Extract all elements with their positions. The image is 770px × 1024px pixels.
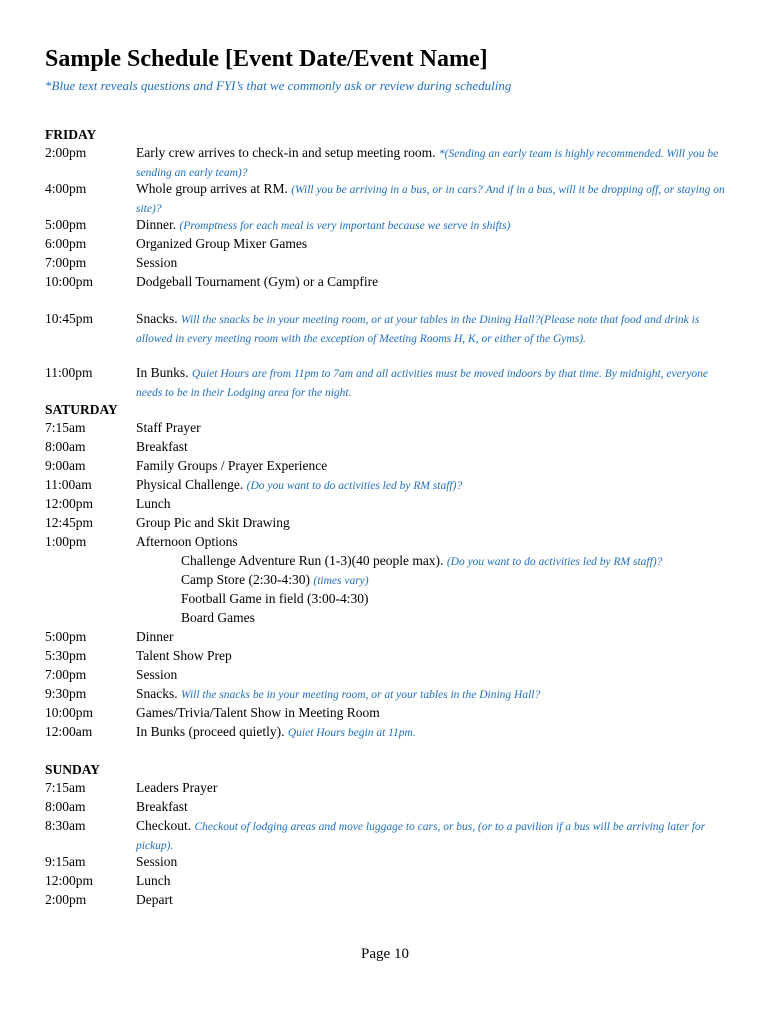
schedule-row	[45, 180, 735, 216]
row-text: Group Pic and Skit Drawing	[136, 515, 290, 530]
schedule-row	[45, 779, 735, 798]
row-description	[136, 180, 735, 216]
row-time: 10:00pm	[45, 705, 94, 720]
option-row	[45, 609, 735, 628]
schedule-row	[45, 514, 735, 533]
row-time: 12:00pm	[45, 873, 94, 888]
row-time: 7:00pm	[45, 667, 87, 682]
row-text: Whole group arrives at RM.	[136, 181, 288, 196]
row-text: Session	[136, 667, 178, 682]
row-text: Breakfast	[136, 439, 188, 454]
row-time: 8:00am	[45, 439, 86, 454]
row-time: 12:45pm	[45, 515, 94, 530]
row-text: Games/Trivia/Talent Show in Meeting Room	[136, 705, 380, 720]
option-row	[45, 590, 735, 609]
schedule-row	[45, 853, 735, 872]
option-text: Board Games	[181, 610, 255, 625]
schedule-row	[45, 891, 735, 910]
row-description	[136, 364, 735, 400]
schedule-row	[45, 704, 735, 723]
schedule-row	[45, 723, 735, 742]
row-text: Talent Show Prep	[136, 648, 232, 663]
schedule-row	[45, 438, 735, 457]
day-heading-friday: FRIDAY	[45, 127, 97, 142]
row-text: Leaders Prayer	[136, 780, 218, 795]
row-description	[136, 685, 735, 704]
row-text: Session	[136, 255, 178, 270]
row-description	[136, 144, 735, 180]
row-text: Afternoon Options	[136, 534, 238, 549]
row-text: Dodgeball Tournament (Gym) or a Campfire	[136, 274, 379, 289]
option-row	[45, 552, 735, 571]
schedule-row	[45, 628, 735, 647]
row-text: Physical Challenge.	[136, 477, 244, 492]
schedule-row	[45, 419, 735, 438]
option-note: (Do you want to do activities led by RM staff)?	[446, 556, 663, 568]
option-description	[136, 571, 735, 590]
row-description	[136, 723, 735, 742]
option-text: Football Game in field (3:00-4:30)	[181, 591, 369, 606]
row-description	[136, 476, 735, 495]
row-text: Session	[136, 854, 178, 869]
row-time: 10:45pm	[45, 311, 94, 326]
schedule-row	[45, 364, 735, 400]
row-note: Quiet Hours begin at 11pm.	[287, 727, 416, 739]
schedule	[45, 125, 735, 910]
row-note: Checkout of lodging areas and move luggage to cars, or bus, (or to a pavilion if a bus will be arriving later for pickup).	[136, 821, 706, 852]
row-text: Breakfast	[136, 799, 188, 814]
row-time: 10:00pm	[45, 274, 94, 289]
row-time: 7:15am	[45, 420, 86, 435]
row-note: *(Sending an early team is highly recommended. Will you be sending an early team)?	[136, 148, 719, 179]
row-text: Organized Group Mixer Games	[136, 236, 308, 251]
row-description	[136, 817, 735, 853]
row-text: Checkout.	[136, 818, 192, 833]
option-text: Challenge Adventure Run (1-3)(40 people max).	[181, 553, 444, 568]
schedule-row	[45, 798, 735, 817]
row-note: (Will you be arriving in a bus, or in cars? And if in a bus, will it be dropping off, or staying on site)?	[136, 184, 725, 215]
row-time: 9:15am	[45, 854, 86, 869]
row-note: Will the snacks be in your meeting room, or at your tables in the Dining Hall?(Please note that food and drink is allowed in every meeting room with the exception of Meeting Rooms H, K, or either of the Gyms).	[136, 314, 700, 345]
schedule-row	[45, 254, 735, 273]
row-time: 2:00pm	[45, 892, 87, 907]
schedule-row	[45, 647, 735, 666]
row-time: 6:00pm	[45, 236, 87, 251]
schedule-row	[45, 310, 735, 346]
page-number: Page 10	[361, 946, 409, 962]
row-time: 8:30am	[45, 818, 86, 833]
row-text: Depart	[136, 892, 173, 907]
schedule-row	[45, 872, 735, 891]
row-time: 12:00am	[45, 724, 93, 739]
row-text: Snacks.	[136, 311, 178, 326]
row-text: Lunch	[136, 873, 171, 888]
row-time: 5:30pm	[45, 648, 87, 663]
option-description	[136, 552, 735, 571]
row-time: 11:00am	[45, 477, 92, 492]
row-text: Family Groups / Prayer Experience	[136, 458, 328, 473]
row-text: In Bunks.	[136, 365, 189, 380]
row-time: 5:00pm	[45, 217, 87, 232]
row-time: 11:00pm	[45, 365, 93, 380]
row-time: 1:00pm	[45, 534, 87, 549]
row-note: (Do you want to do activities led by RM staff)?	[246, 480, 463, 492]
row-text: Staff Prayer	[136, 420, 201, 435]
row-note: (Promptness for each meal is very important because we serve in shifts)	[179, 220, 511, 232]
day-heading-saturday: SATURDAY	[45, 402, 118, 417]
day-heading-sunday: SUNDAY	[45, 762, 101, 777]
schedule-row	[45, 533, 735, 552]
option-row	[45, 571, 735, 590]
schedule-row	[45, 235, 735, 254]
row-time: 12:00pm	[45, 496, 94, 511]
row-note: Quiet Hours are from 11pm to 7am and all activities must be moved indoors by that time. By midnight, everyone needs to be in their Lodging area for the night.	[136, 368, 708, 399]
schedule-row	[45, 273, 735, 292]
row-text: Dinner	[136, 629, 174, 644]
row-text: In Bunks (proceed quietly).	[136, 724, 285, 739]
row-time: 7:00pm	[45, 255, 87, 270]
row-time: 5:00pm	[45, 629, 87, 644]
page-title: Sample Schedule [Event Date/Event Name]	[45, 46, 488, 72]
row-text: Early crew arrives to check-in and setup meeting room.	[136, 145, 436, 160]
schedule-row	[45, 144, 735, 180]
schedule-row	[45, 476, 735, 495]
schedule-row	[45, 457, 735, 476]
schedule-row	[45, 216, 735, 235]
row-text: Snacks.	[136, 686, 178, 701]
row-note: Will the snacks be in your meeting room, or at your tables in the Dining Hall?	[181, 689, 541, 701]
schedule-row	[45, 495, 735, 514]
row-description	[136, 310, 735, 346]
row-time: 8:00am	[45, 799, 86, 814]
option-text: Camp Store (2:30-4:30)	[181, 572, 310, 587]
row-text: Dinner.	[136, 217, 177, 232]
row-time: 4:00pm	[45, 181, 87, 196]
schedule-row	[45, 666, 735, 685]
row-time: 2:00pm	[45, 145, 87, 160]
row-time: 9:30pm	[45, 686, 87, 701]
page-subtitle-note: *Blue text reveals questions and FYI’s that we commonly ask or review during scheduling	[45, 78, 512, 93]
schedule-row	[45, 685, 735, 704]
row-text: Lunch	[136, 496, 171, 511]
row-description	[136, 216, 735, 235]
row-time: 7:15am	[45, 780, 86, 795]
row-time: 9:00am	[45, 458, 86, 473]
option-note: (times vary)	[313, 575, 369, 587]
schedule-row	[45, 817, 735, 853]
